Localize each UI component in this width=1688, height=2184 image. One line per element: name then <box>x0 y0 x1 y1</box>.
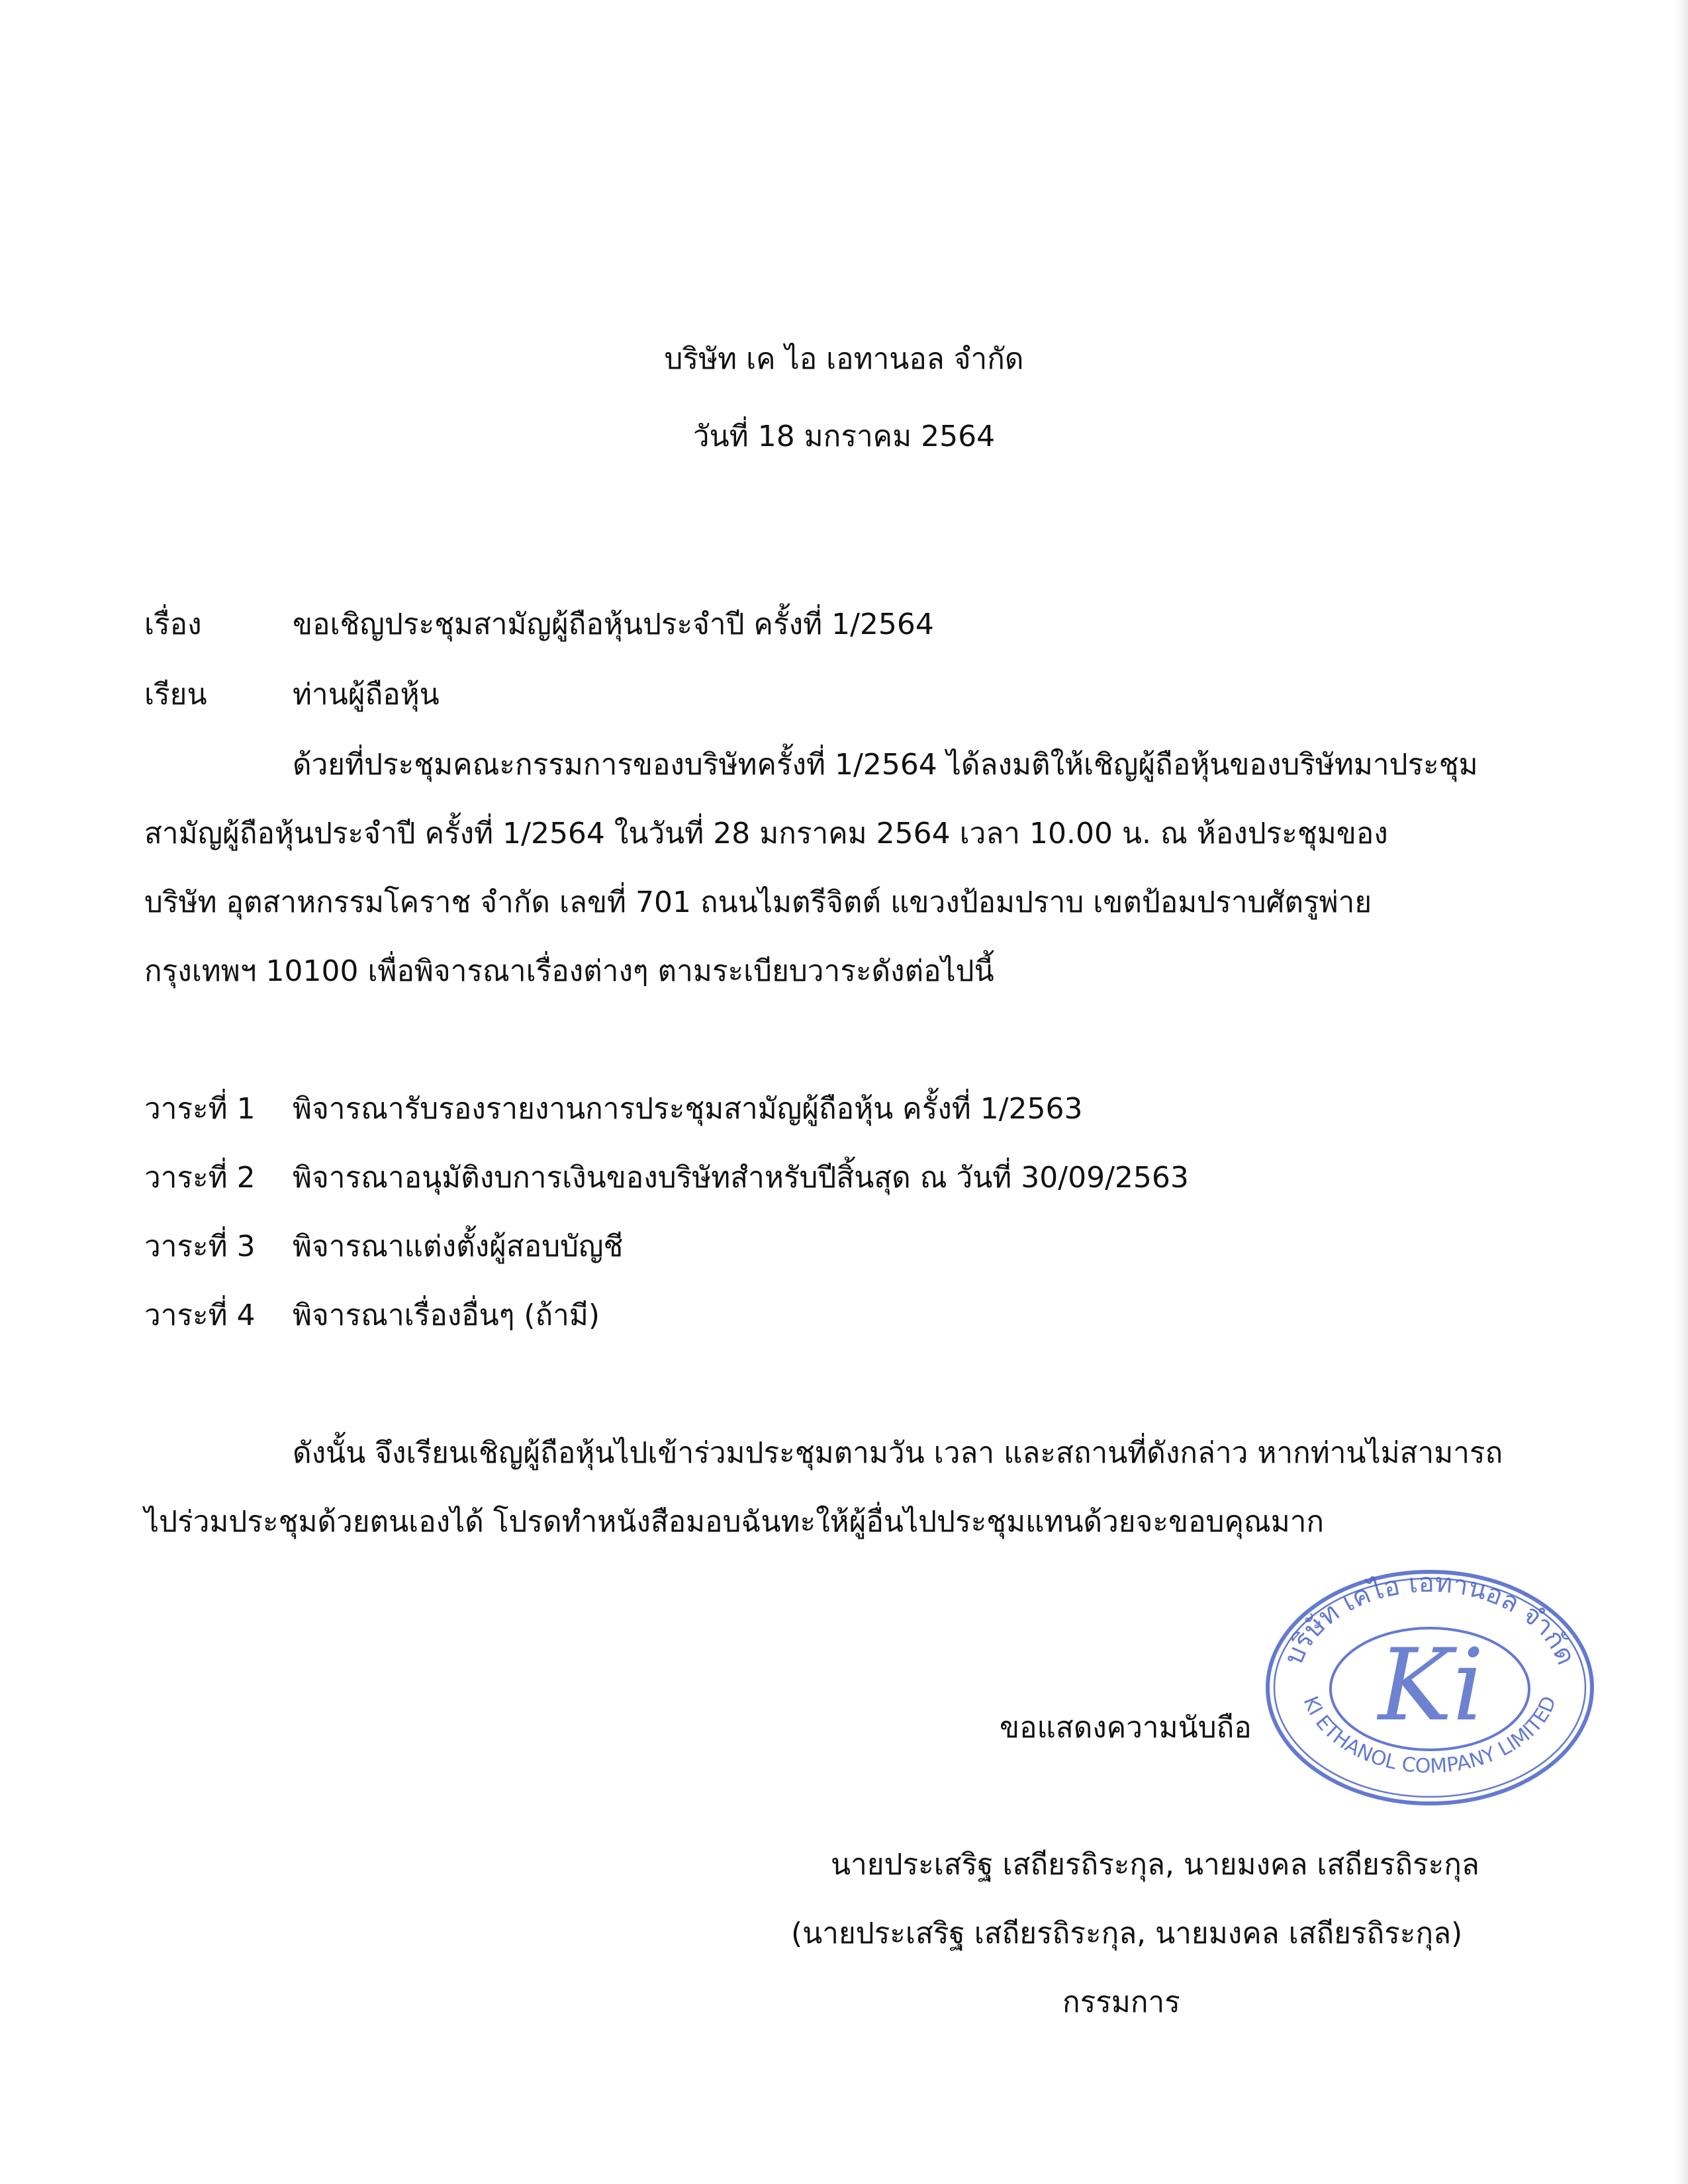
company-stamp <box>1258 1562 1602 1813</box>
closing-line: ไปร่วมประชุมด้วยตนเองได้ โปรดทำหนังสือมอบฉันทะให้ผู้อื่นไปประชุมแทนด้วยจะขอบคุณมาก <box>144 1505 1325 1539</box>
signed-names: นายประเสริฐ เสถียรถิระกุล, นายมงคล เสถียรถิระกุล <box>831 1848 1479 1882</box>
agenda-text: พิจารณาแต่งตั้งผู้สอบบัญชี <box>293 1230 624 1263</box>
recipient-label: เรียน <box>144 678 207 711</box>
subject-label: เรื่อง <box>144 608 202 641</box>
agenda-label: วาระที่ 1 <box>144 1092 256 1126</box>
body-line: บริษัท อุตสาหกรรมโคราช จำกัด เลขที่ 701 ถนนไมตรีจิตต์ แขวงป้อมปราบ เขตป้อมปราบศัตรูพ่าย <box>144 886 1372 919</box>
body-line: ด้วยที่ประชุมคณะกรรมการของบริษัทครั้งที่ 1/2564 ได้ลงมติให้เชิญผู้ถือหุ้นของบริษัทมาประชุม <box>293 748 1478 782</box>
subject-text: ขอเชิญประชุมสามัญผู้ถือหุ้นประจำปี ครั้งที่ 1/2564 <box>293 608 934 641</box>
stamp-logo: Ki <box>1378 1628 1485 1743</box>
agenda-label: วาระที่ 4 <box>144 1298 256 1332</box>
body-line: สามัญผู้ถือหุ้นประจำปี ครั้งที่ 1/2564 ในวันที่ 28 มกราคม 2564 เวลา 10.00 น. ณ ห้องประชุมของ <box>144 817 1388 850</box>
scan-edge-shadow <box>1676 0 1688 2184</box>
stamp-english-name: KI ETHANOL COMPANY LIMITED <box>1298 1692 1562 1778</box>
agenda-text: พิจารณารับรองรายงานการประชุมสามัญผู้ถือหุ้น ครั้งที่ 1/2563 <box>293 1092 1083 1126</box>
printed-names: (นายประเสริฐ เสถียรถิระกุล, นายมงคล เสถียรถิระกุล) <box>791 1917 1463 1950</box>
closing-regards: ขอแสดงความนับถือ <box>1000 1711 1252 1745</box>
agenda-text: พิจารณาเรื่องอื่นๆ (ถ้ามี) <box>293 1298 600 1332</box>
letter-date: วันที่ 18 มกราคม 2564 <box>692 420 996 453</box>
recipient-text: ท่านผู้ถือหุ้น <box>293 678 440 711</box>
agenda-text: พิจารณาอนุมัติงบการเงินของบริษัทสำหรับปีสิ้นสุด ณ วันที่ 30/09/2563 <box>293 1161 1189 1195</box>
company-name: บริษัท เค ไอ เอทานอล จำกัด <box>664 342 1024 376</box>
agenda-label: วาระที่ 2 <box>144 1161 256 1195</box>
agenda-label: วาระที่ 3 <box>144 1230 256 1263</box>
stamp-thai-name: บริษัท เคไอ เอทานอล จำกัด <box>1278 1567 1581 1670</box>
body-line: กรุงเทพฯ 10100 เพื่อพิจารณาเรื่องต่างๆ ตามระเบียบวาระดังต่อไปนี้ <box>144 954 994 988</box>
signatory-position: กรรมการ <box>1062 1985 1180 2019</box>
closing-line: ดังนั้น จึงเรียนเชิญผู้ถือหุ้นไปเข้าร่วมประชุมตามวัน เวลา และสถานที่ดังกล่าว หากท่านไม่สามารถ <box>293 1436 1503 1470</box>
